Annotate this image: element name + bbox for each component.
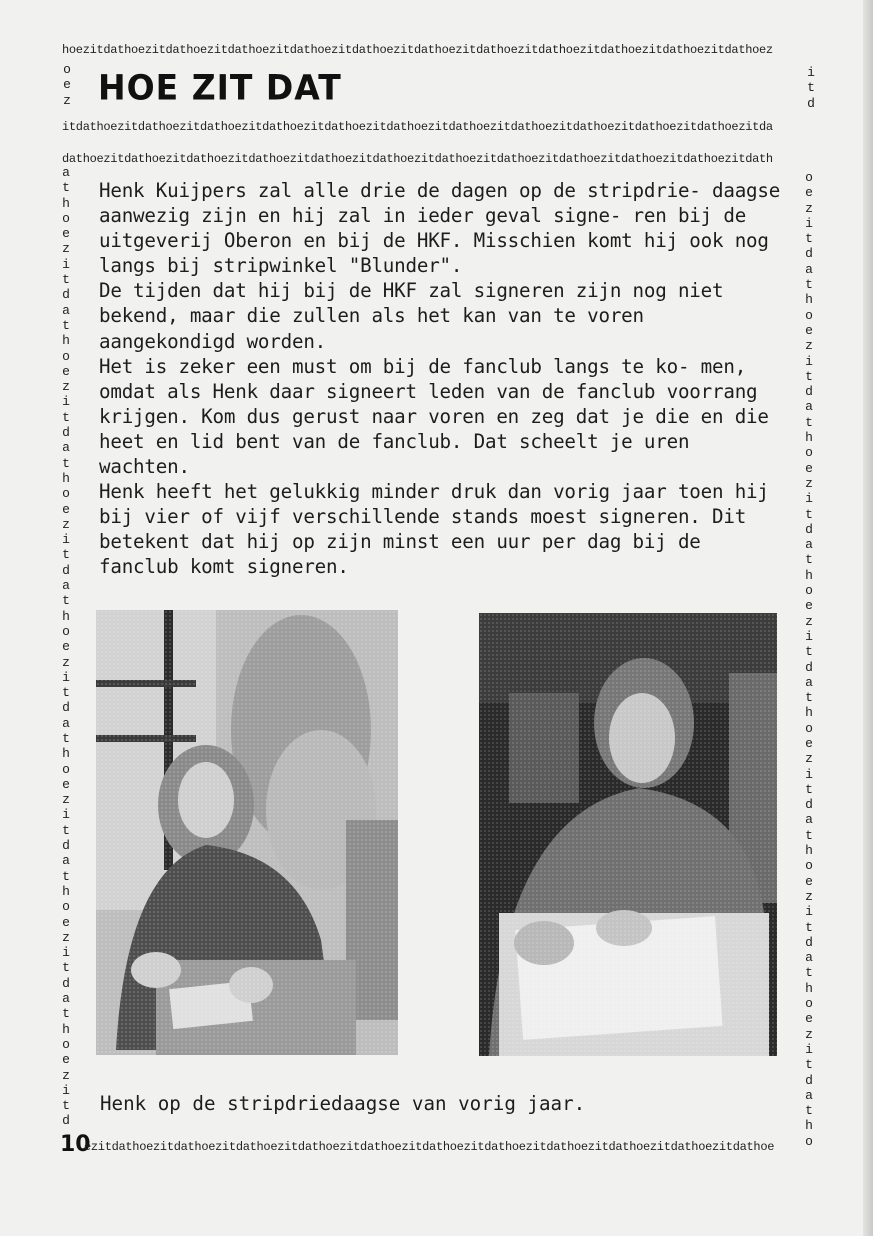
- photo-left-illustration: [96, 610, 398, 1055]
- paragraph-1: Henk Kuijpers zal alle drie de dagen op de stripdrie- daagse aanwezig zijn en hij zal in ieder geval signe- ren bij de uitgeverij Oberon en bij de HKF. Misschien komt hij ook nog langs bij stripwinkel "Blunder".: [99, 179, 781, 278]
- photo-henk-smiling-right: [479, 613, 777, 1056]
- photo-henk-signing-left: [96, 610, 398, 1055]
- header-top-border: hoezitdathoezitdathoezitdathoezitdathoezitdathoezitdathoezitdathoezitdathoezitdathoezitdathoezitdathoez: [62, 43, 773, 57]
- frame-top-border: dathoezitdathoezitdathoezitdathoezitdathoezitdathoezitdathoezitdathoezitdathoezitdathoezitdathoezitdath: [62, 152, 773, 166]
- frame-right-column: oezitdathoezitdathoezitdathoezitdathoezitdathoezitdathoezitdatho: [805, 170, 813, 1149]
- header-left-stub: oez: [63, 62, 71, 108]
- frame-bottom-border: ezitdathoezitdathoezitdathoezitdathoezitdathoezitdathoezitdathoezitdathoezitdathoezitdathoezitdathoe: [84, 1140, 775, 1154]
- header-right-stub: itd: [807, 65, 815, 111]
- paragraph-3: Het is zeker een must om bij de fanclub langs te ko- men, omdat als Henk daar signeert leden van de fanclub voorrang krijgen. Kom dus gerust naar voren en zeg dat je die en die heet en lid bent van de fanclub. Dat scheelt je uren wachten.: [99, 354, 769, 479]
- frame-left-column: athoezitdathoezitdathoezitdathoezitdathoezitdathoezitdathoezitd: [62, 165, 70, 1129]
- header-bottom-border: itdathoezitdathoezitdathoezitdathoezitdathoezitdathoezitdathoezitdathoezitdathoezitdathoezitdathoezitda: [62, 120, 773, 134]
- page-edge: [863, 0, 873, 1236]
- article-body: [99, 178, 789, 580]
- photo-caption: Henk op de stripdriedaagse van vorig jaar.: [100, 1092, 586, 1115]
- photo-right-illustration: [479, 613, 777, 1056]
- page-number: 10: [60, 1132, 91, 1157]
- paragraph-4: Henk heeft het gelukkig minder druk dan vorig jaar toen hij bij vier of vijf verschillende stands moest signeren. Dit betekent dat hij op zijn minst een uur per dag bij de fanclub komt signeren.: [99, 480, 769, 579]
- paragraph-2: De tijden dat hij bij de HKF zal signeren zijn nog niet bekend, maar die zullen als het kan van te voren aangekondigd worden.: [99, 279, 724, 353]
- page-title: HOE ZIT DAT: [98, 67, 342, 108]
